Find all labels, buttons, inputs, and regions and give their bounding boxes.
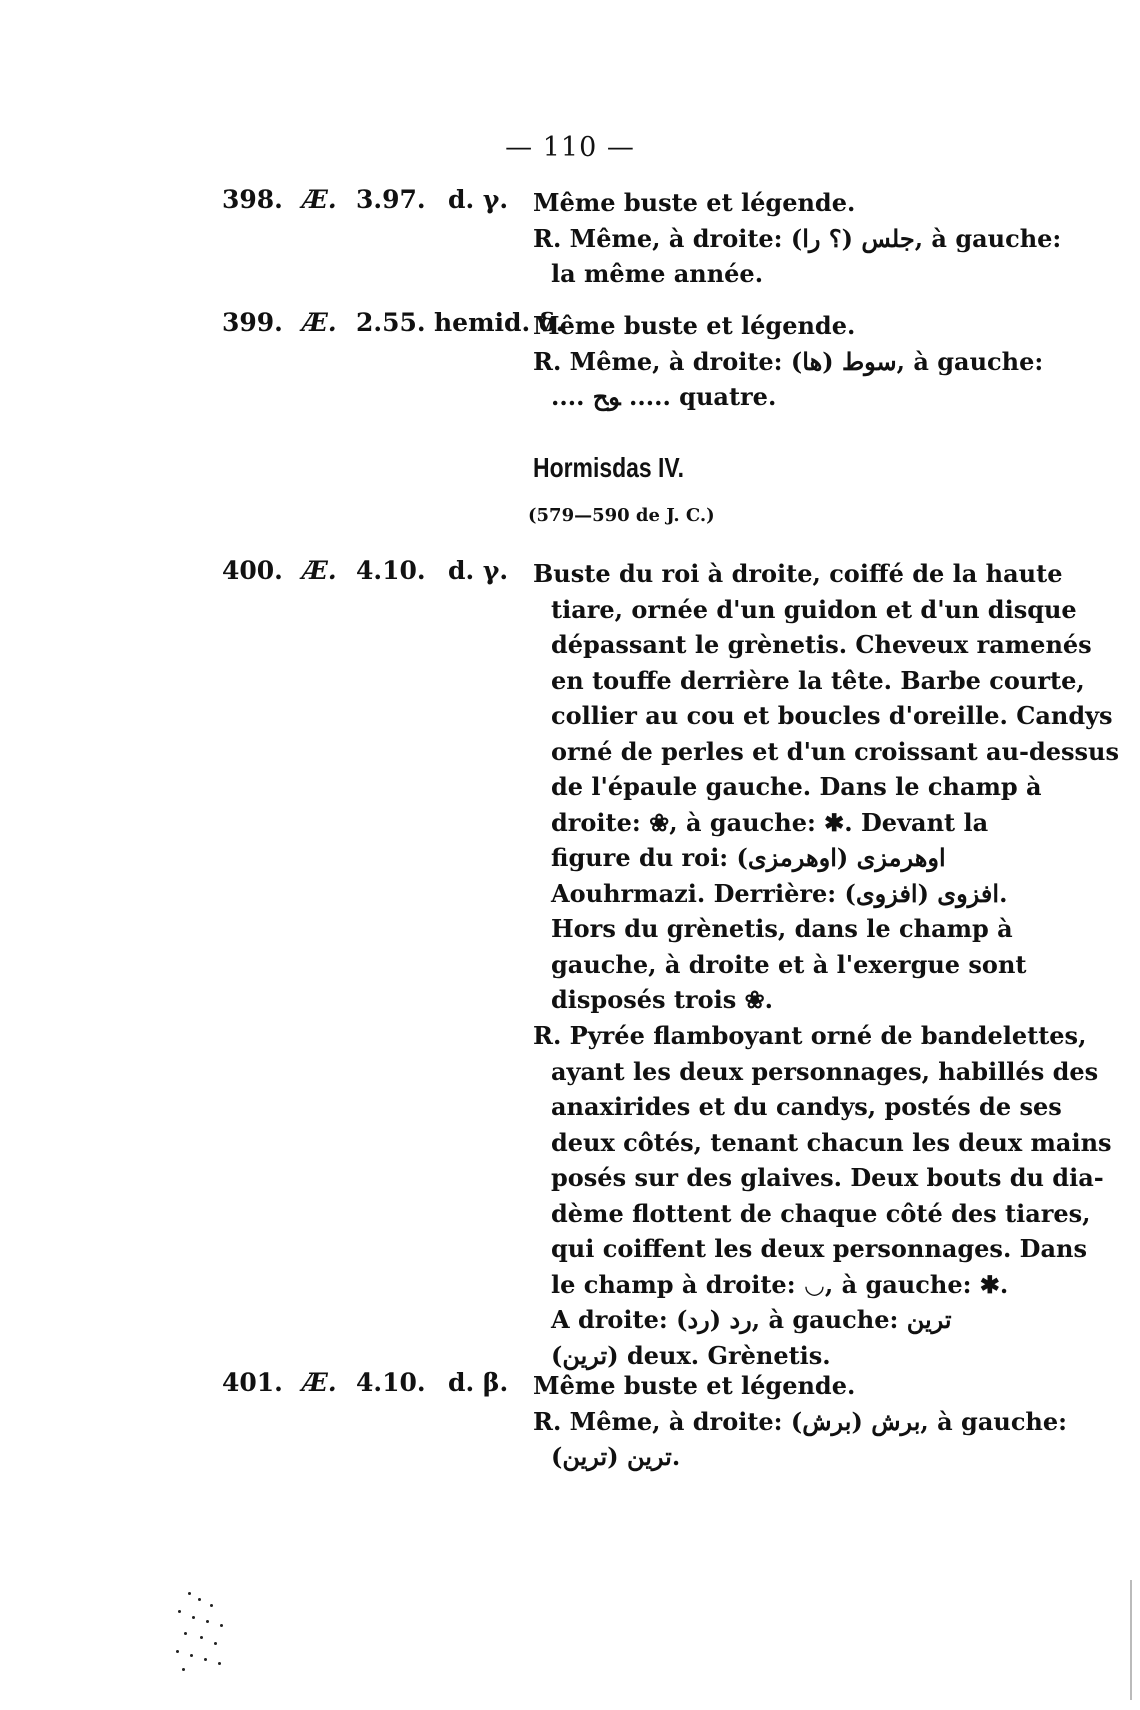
description-line: la même année.	[551, 259, 764, 288]
description-line: Hors du grènetis, dans le champ à	[551, 914, 1013, 943]
description-line: en touffe derrière la tête. Barbe courte,	[551, 665, 1085, 695]
description-line: R. Pyrée flamboyant orné de bandelettes,	[533, 1021, 1087, 1050]
entry-weight: 2.55.	[356, 308, 426, 337]
description-line: Buste du roi à droite, coiffé de la haute	[533, 559, 1063, 588]
description-line: .... ﻮﺢ ..... quatre.	[551, 382, 777, 411]
entry-metal: Æ.	[302, 308, 337, 337]
entry-number: 398.	[222, 185, 283, 214]
entry-description	[533, 308, 1044, 415]
description-line: orné de perles et d'un croissant au-dessus	[551, 736, 1120, 766]
description-line: deux côtés, tenant chacun les deux mains	[551, 1127, 1112, 1157]
entry-metal: Æ.	[302, 1368, 337, 1397]
entry-denomination: hemid. δ.	[434, 308, 565, 337]
description-line: dépassant le grènetis. Cheveux ramenés	[551, 630, 1092, 659]
section-dates: (579—590 de J. C.)	[528, 505, 715, 526]
description-line: disposés trois ❀.	[551, 985, 774, 1014]
entry-metal: Æ.	[302, 556, 337, 585]
description-line: Aouhrmazi. Derrière: ﺍﻓﺰﻭﻯ (ﺍﻓﺰﻭﻯ).	[551, 878, 1008, 908]
entry-denomination: d. β.	[448, 1368, 509, 1397]
reverse-description	[533, 1018, 1112, 1373]
entry-description	[533, 185, 1062, 292]
description-line: droite: ❀, à gauche: ✱. Devant la	[551, 807, 989, 837]
description-line: ayant les deux personnages, habillés des	[551, 1056, 1099, 1086]
description-line: R. Même, à droite: ﺟﻠﺲ (؟ ﺭﺍ), à gauche:	[533, 223, 1062, 253]
description-line: R. Même, à droite: ﺑﺮﺵ (ﺑﺮﺵ), à gauche:	[533, 1406, 1068, 1436]
description-line: anaxirides et du candys, postés de ses	[551, 1092, 1062, 1121]
description-line: qui coiffent les deux personnages. Dans	[551, 1234, 1087, 1263]
entry-weight: 4.10.	[356, 556, 426, 585]
entry-number: 399.	[222, 308, 283, 337]
description-line: collier au cou et boucles d'oreille. Candys	[551, 701, 1113, 730]
description-line: A droite: ﺭﺩ (ﺭﺩ), à gauche: ﺗﺮﻳﻦ	[551, 1305, 952, 1334]
entry-number: 400.	[222, 556, 283, 585]
scan-speckles	[170, 1590, 250, 1690]
page-number: — 110 —	[505, 132, 635, 163]
description-line: dème flottent de chaque côté des tiares,	[551, 1198, 1091, 1228]
section-title: Hormisdas IV.	[533, 452, 685, 483]
obverse-description	[533, 556, 1120, 1018]
description-line: R. Même, à droite: ﺳﻮﻁ (ﻫﺎ), à gauche:	[533, 346, 1044, 376]
entry-denomination: d. γ.	[448, 556, 509, 585]
entry-number: 401.	[222, 1368, 283, 1397]
description-line: Même buste et légende.	[533, 1371, 856, 1400]
description-line: Même buste et légende.	[533, 188, 856, 217]
description-line: le champ à droite: ◡, à gauche: ✱.	[551, 1269, 1009, 1299]
description-line: de l'épaule gauche. Dans le champ à	[551, 772, 1042, 801]
description-line: posés sur des glaives. Deux bouts du dia-	[551, 1163, 1104, 1192]
description-line: figure du roi: ﺍﻭﻫﺮﻣﺰﻯ (ﺍﻭﻫﺮﻣﺰﻯ)	[551, 843, 946, 872]
description-line: (ﺗﺮﻳﻦ) deux. Grènetis.	[551, 1340, 831, 1370]
description-line: gauche, à droite et à l'exergue sont	[551, 949, 1027, 979]
description-line: ﺗﺮﻳﻦ (ﺗﺮﻳﻦ).	[551, 1442, 681, 1471]
description-line: tiare, ornée d'un guidon et d'un disque	[551, 594, 1077, 624]
entry-description	[533, 1368, 1068, 1475]
page-edge	[1130, 1580, 1132, 1700]
entry-weight: 4.10.	[356, 1368, 426, 1397]
entry-metal: Æ.	[302, 185, 337, 214]
entry-denomination: d. γ.	[448, 185, 509, 214]
entry-weight: 3.97.	[356, 185, 426, 214]
description-line: Même buste et légende.	[533, 311, 856, 340]
